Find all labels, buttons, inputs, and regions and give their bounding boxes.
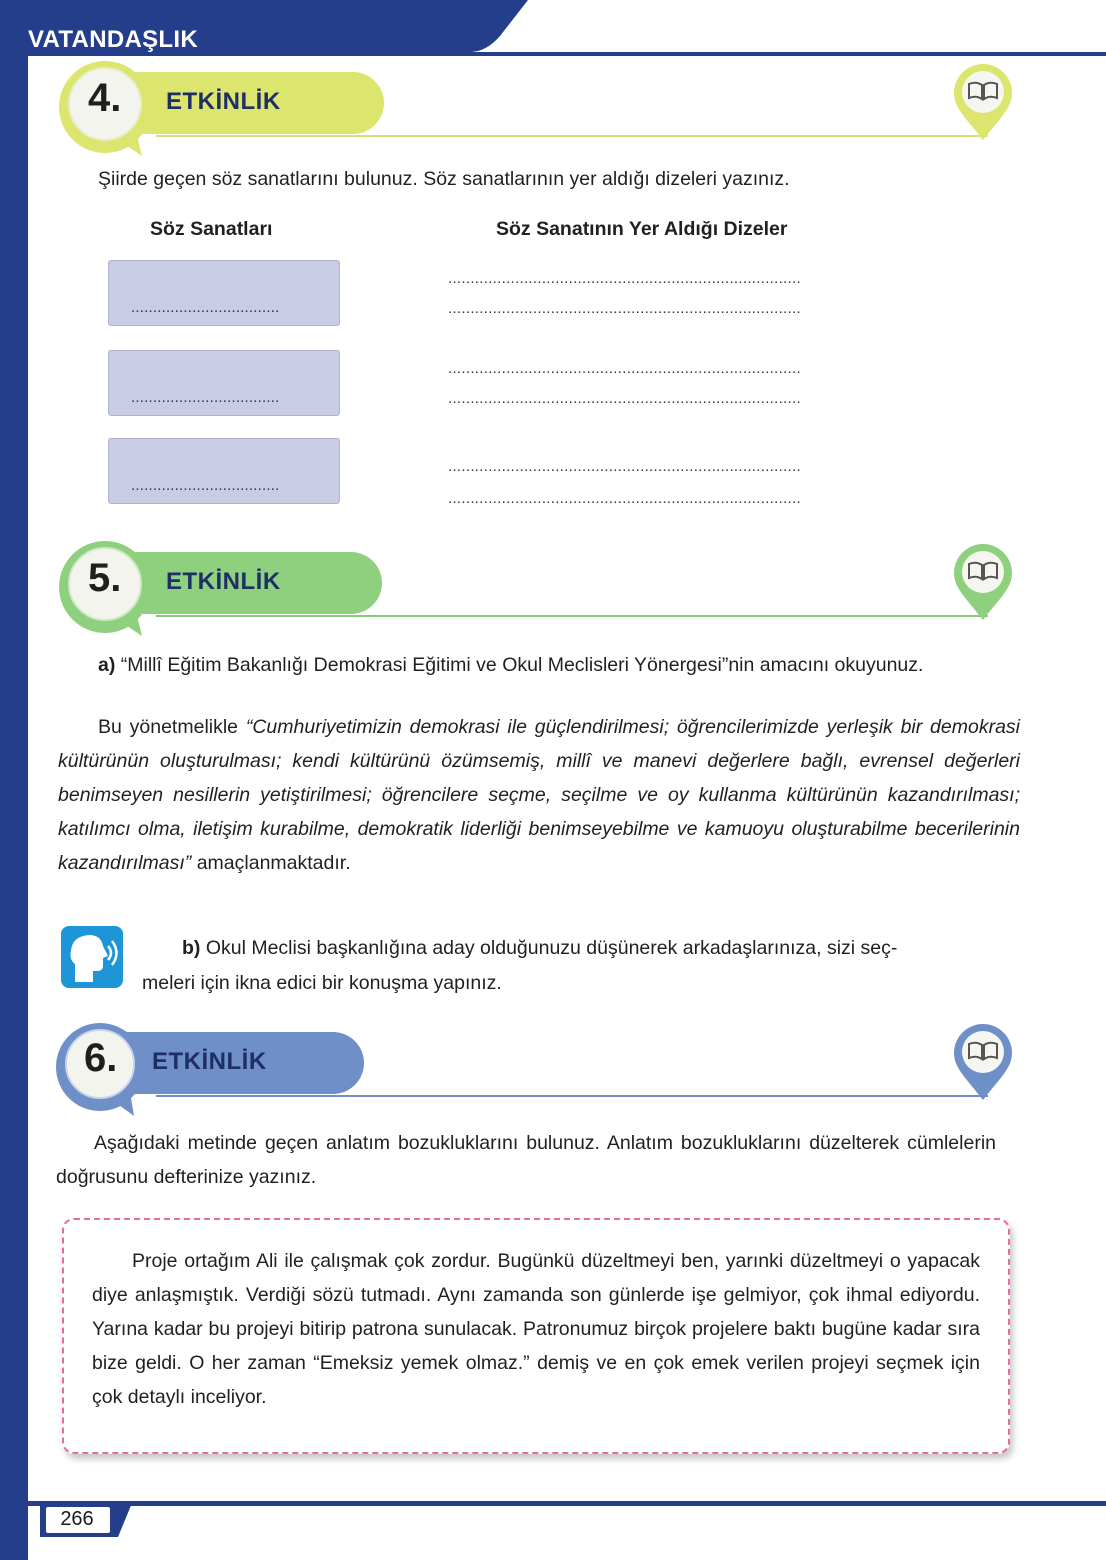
part-b-marker: b) bbox=[182, 937, 201, 959]
dotted-answer-line[interactable]: ............................................................................... bbox=[448, 390, 801, 407]
activity-5-part-b-line2: meleri için ikna edici bir konuşma yapınız. bbox=[142, 972, 502, 994]
activity-4-rule bbox=[156, 135, 988, 137]
activity-6-instruction: Aşağıdaki metinde geçen anlatım bozukluklarını bulunuz. Anlatım bozukluklarını düzelterek cümlelerin doğrusunu defterinize yazınız. bbox=[56, 1132, 996, 1188]
book-pin-icon bbox=[950, 542, 1016, 622]
answer-blank: .................................. bbox=[131, 299, 280, 316]
dotted-answer-line[interactable]: ............................................................................... bbox=[448, 458, 801, 475]
dotted-answer-line[interactable]: ............................................................................... bbox=[448, 490, 801, 507]
activity-4-label: ETKİNLİK bbox=[166, 88, 281, 115]
activity-6-number: 6. bbox=[84, 1036, 118, 1080]
activity-6-rule bbox=[156, 1095, 988, 1097]
column-heading-right: Söz Sanatının Yer Aldığı Dizeler bbox=[496, 218, 788, 240]
answer-box[interactable] bbox=[108, 438, 340, 504]
answer-blank: .................................. bbox=[131, 389, 280, 406]
page-number: 266 bbox=[60, 1508, 94, 1530]
story-text: Proje ortağım Ali ile çalışmak çok zordur. Bugünkü düzeltmeyi ben, yarınki düzeltmeyi o yapacak diye anlaşmıştık. Verdiği sözü tutmadı. Aynı zamanda son günlerde işe gelmiyor, çok ihmal ediyordu. Yarına kadar bu projeyi bitirip patrona sunulacak. Patronumuz birçok projelere baktı bugüne kadar sıra bize geldi. O her zaman “Emeksiz yemek olmaz.” demiş ve en çok emek verilen projeyi seçmek için çok detaylı inceliyor. bbox=[92, 1250, 980, 1408]
left-margin-bar bbox=[0, 0, 28, 1560]
header-title: VATANDAŞLIK bbox=[28, 26, 198, 53]
part-a-marker: a) bbox=[98, 654, 116, 676]
footer-line bbox=[28, 1501, 1106, 1506]
answer-box[interactable] bbox=[108, 350, 340, 416]
activity-5-part-a bbox=[98, 648, 1028, 682]
activity-4-instruction: Şiirde geçen söz sanatlarını bulunuz. Söz sanatlarının yer aldığı dizeleri yazınız. bbox=[98, 168, 790, 190]
dotted-answer-line[interactable]: ............................................................................... bbox=[448, 360, 801, 377]
activity-6-header bbox=[56, 1020, 1056, 1120]
part-a-text: “Millî Eğitim Bakanlığı Demokrasi Eğitimi ve Okul Meclisleri Yönergesi”nin amacını okuyunuz. bbox=[115, 654, 924, 676]
book-pin-icon bbox=[950, 62, 1016, 142]
part-b-line1: Okul Meclisi başkanlığına aday olduğunuzu düşünerek arkadaşlarınıza, sizi seç- bbox=[200, 937, 898, 959]
answer-blank: .................................. bbox=[131, 477, 280, 494]
answer-box[interactable] bbox=[108, 260, 340, 326]
activity-4-header bbox=[56, 60, 1056, 160]
paragraph-quote: “Cumhuriyetimizin demokrasi ile güçlendirilmesi; öğrencilerimizde yerleşik bir demokrasi kültürünün oluşturulması; kendi kültürünü özümsemiş, millî ve manevi değerlere bağlı, evrensel değerleri benimseyen nesillerin yetiştirilmesi; öğrencilere seçme, seçilme ve oy kullanma kültürünün kazandırılması; katılımcı olma, iletişim kurabilme, demokratik liderliği benimseyebilme ve kamuoyu oluşturabilme becerilerinin kazandırılması” bbox=[58, 716, 1020, 874]
column-heading-left: Söz Sanatları bbox=[150, 218, 273, 240]
dotted-answer-line[interactable]: ............................................................................... bbox=[448, 300, 801, 317]
activity-5-part-b-line1 bbox=[182, 931, 1042, 965]
paragraph-tail: amaçlanmaktadır. bbox=[191, 852, 351, 874]
activity-6-label: ETKİNLİK bbox=[152, 1048, 267, 1075]
activity-5-header bbox=[56, 540, 1056, 640]
dotted-answer-line[interactable]: ............................................................................... bbox=[448, 270, 801, 287]
story-box bbox=[62, 1218, 1010, 1454]
activity-4-number: 4. bbox=[88, 76, 122, 120]
activity-5-rule bbox=[156, 615, 988, 617]
activity-5-label: ETKİNLİK bbox=[166, 568, 281, 595]
speech-icon bbox=[61, 926, 123, 988]
activity-5-paragraph bbox=[58, 710, 1020, 880]
book-pin-icon bbox=[950, 1022, 1016, 1102]
activity-5-number: 5. bbox=[88, 556, 122, 600]
paragraph-lead: Bu yönetmelikle bbox=[98, 716, 246, 738]
